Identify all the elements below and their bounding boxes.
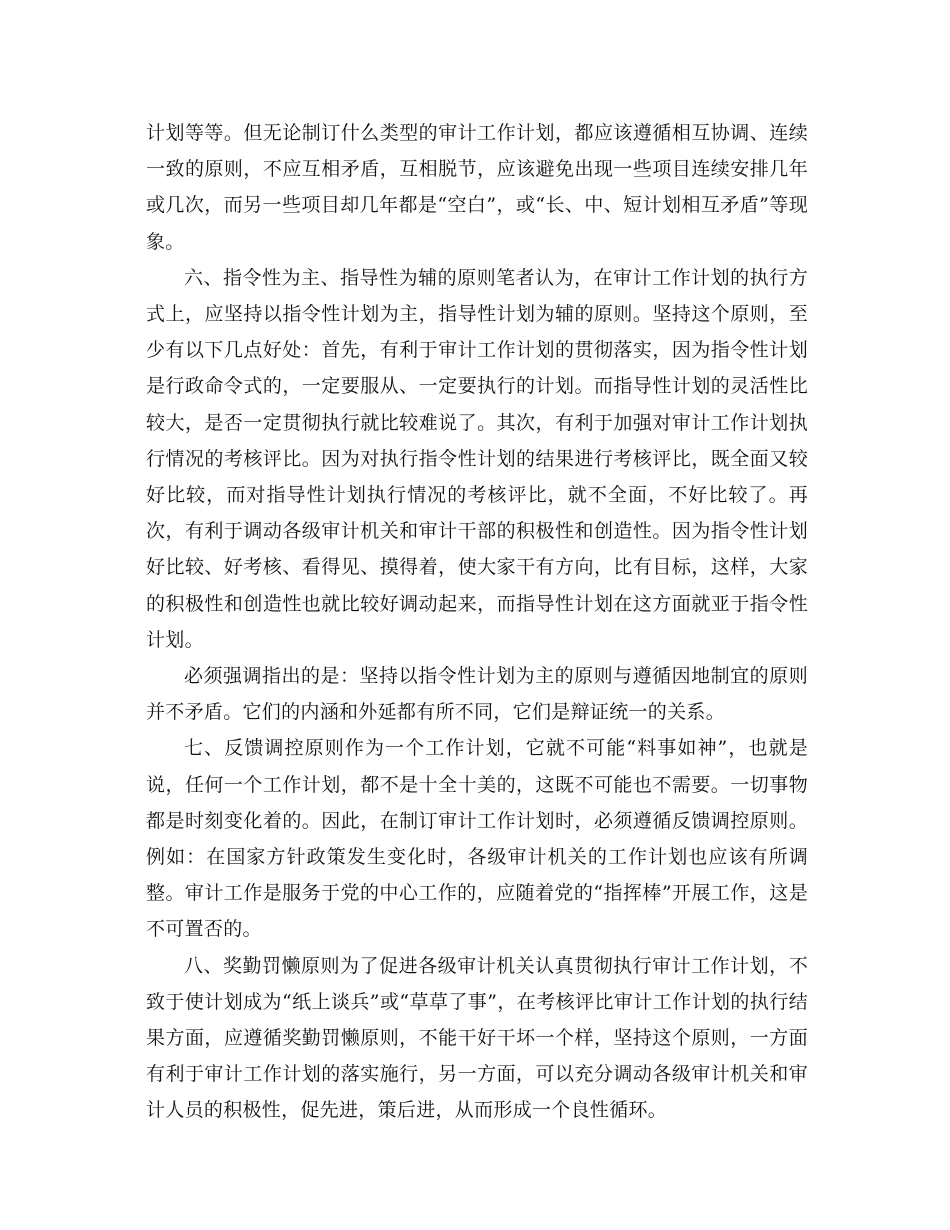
paragraph-principle-7: 七、反馈调控原则作为一个工作计划，它就不可能“料事如神”，也就是说，任何一个工作计划，都不是十全十美的，这既不可能也不需要。一切事物都是时刻变化着的。因此，在制订审计工作计划时，必须遵循反馈调控原则。例如：在国家方针政策发生变化时，各级审计机关的工作计划也应该有所调整。审计工作是服务于党的中心工作的，应随着党的“指挥棒”开展工作，这是不可置否的。 <box>146 737 808 941</box>
paragraph-continuation: 计划等等。但无论制订什么类型的审计工作计划，都应该遵循相互协调、连续一致的原则，不应互相矛盾，互相脱节，应该避免出现一些项目连续安排几年或几次，而另一些项目却几年都是“空白”，或“长、中、短计划相互矛盾”等现象。 <box>146 122 808 253</box>
document-body <box>146 115 808 1129</box>
paragraph-principle-6: 六、指令性为主、指导性为辅的原则笔者认为，在审计工作计划的执行方式上，应坚持以指令性计划为主，指导性计划为辅的原则。坚持这个原则，至少有以下几点好处：首先，有利于审计工作计划的贯彻落实，因为指令性计划是行政命令式的，一定要服从、一定要执行的计划。而指导性计划的灵活性比较大，是否一定贯彻执行就比较难说了。其次，有利于加强对审计工作计划执行情况的考核评比。因为对执行指令性计划的结果进行考核评比，既全面又较好比较，而对指导性计划执行情况的考核评比，就不全面，不好比较了。再次，有利于调动各级审计机关和审计干部的积极性和创造性。因为指令性计划好比较、好考核、看得见、摸得着，使大家干有方向，比有目标，这样，大家的积极性和创造性也就比较好调动起来，而指导性计划在这方面就亚于指令性计划。 <box>146 266 808 651</box>
paragraph-emphasis: 必须强调指出的是：坚持以指令性计划为主的原则与遵循因地制宜的原则并不矛盾。它们的内涵和外延都有所不同，它们是辩证统一的关系。 <box>146 665 808 724</box>
paragraph-principle-8: 八、奖勤罚懒原则为了促进各级审计机关认真贯彻执行审计工作计划，不致于使计划成为“纸上谈兵”或“草草了事”，在考核评比审计工作计划的执行结果方面，应遵循奖勤罚懒原则，不能干好干坏一个样，坚持这个原则，一方面有利于审计工作计划的落实施行，另一方面，可以充分调动各级审计机关和审计人员的积极性，促先进，策后进，从而形成一个良性循环。 <box>146 954 808 1122</box>
